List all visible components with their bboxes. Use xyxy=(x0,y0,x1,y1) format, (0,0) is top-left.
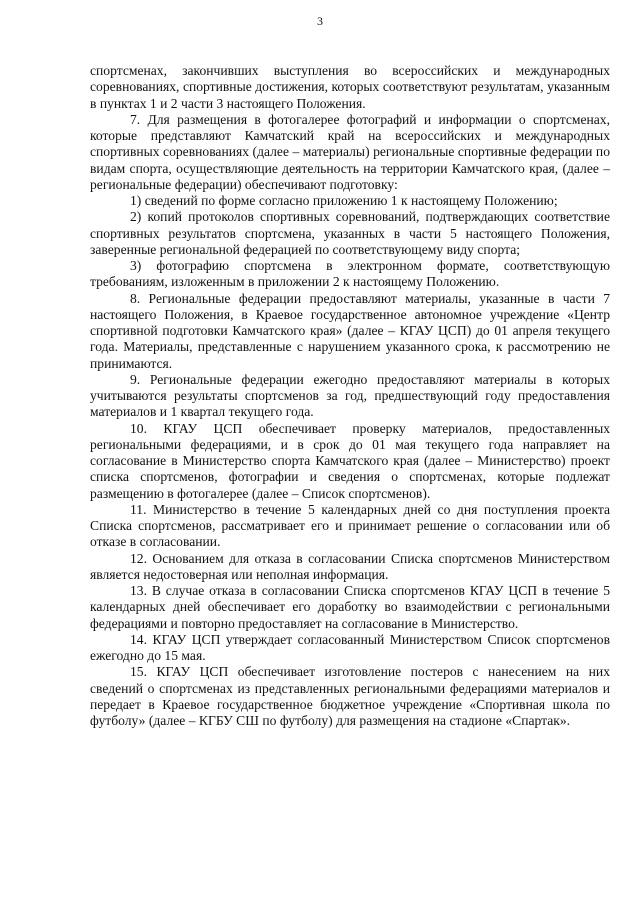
paragraph-item-8: 8. Региональные федерации предоставляют материалы, указанные в части 7 настоящего Положения, в Краевое государственное автономное учреждение «Центр спортивной подготовки Камчатского края» (далее – КГАУ ЦСП) до 01 апреля текущего года. Материалы, представленные с нарушением указанного срока, к рассмотрению не принимаются. xyxy=(90,290,610,371)
paragraph-item-14: 14. КГАУ ЦСП утверждает согласованный Министерством Список спортсменов ежегодно до 15 мая. xyxy=(90,631,610,663)
paragraph-subitem-2: 2) копий протоколов спортивных соревнований, подтверждающих соответствие спортивных результатов спортсмена, указанных в части 5 настоящего Положения, заверенные региональной федерацией по соответствующему виду спорта; xyxy=(90,209,610,257)
paragraph-subitem-1: 1) сведений по форме согласно приложению 1 к настоящему Положению; xyxy=(130,193,558,208)
page-number: 3 xyxy=(317,14,323,28)
paragraph-item-9: 9. Региональные федерации ежегодно предоставляют материалы в которых учитываются результаты спортсменов за год, предшествующий году предоставления материалов и 1 квартал текущего года. xyxy=(90,371,610,420)
paragraph-item-13: 13. В случае отказа в согласовании Списка спортсменов КГАУ ЦСП в течение 5 календарных дней обеспечивает его доработку во взаимодействии с региональными федерациями и повторно предоставляет на согласование в Министерство. xyxy=(90,583,610,631)
document-body xyxy=(90,63,610,729)
paragraph-continuation: спортсменах, закончивших выступления во всероссийских и международных соревнованиях, спортивные достижения, которых соответствуют результатам, указанным в пунктах 1 и 2 части 3 настоящего Положения. xyxy=(90,63,610,111)
paragraph-item-15: 15. КГАУ ЦСП обеспечивает изготовление постеров с нанесением на них сведений о спортсменах из представленных региональными федерациями материалов и передает в Краевое государственное бюджетное учреждение «Спортивная школа по футболу» (далее – КГБУ СШ по футболу) для размещения на стадионе «Спартак». xyxy=(90,664,610,728)
paragraph-item-12: 12. Основанием для отказа в согласовании Списка спортсменов Министерством является недостоверная или неполная информация. xyxy=(90,550,610,582)
paragraph-subitem-3: 3) фотографию спортсмена в электронном формате, соответствующую требованиям, изложенным в приложении 2 к настоящему Положению. xyxy=(90,258,610,290)
paragraph-item-10: 10. КГАУ ЦСП обеспечивает проверку материалов, предоставленных региональными федерациями, и в срок до 01 мая текущего года направляет на согласование в Министерство спорта Камчатского края (далее – Министерство) проект списка спортсменов, фотографии и сведения о спортсменах, которые подлежат размещению в фотогалерее (далее – Список спортсменов). xyxy=(90,420,610,501)
paragraph-item-11: 11. Министерство в течение 5 календарных дней со дня поступления проекта Списка спортсменов, рассматривает его и принимает решение о согласовании или об отказе в согласовании. xyxy=(90,501,610,550)
paragraph-item-7: 7. Для размещения в фотогалерее фотографий и информации о спортсменах, которые представляют Камчатский край на всероссийских и международных спортивных соревнованиях (далее – материалы) региональные спортивные федерации по видам спорта, осуществляющие деятельность на территории Камчатского края, (далее – региональные федерации) обеспечивают подготовку: xyxy=(90,111,610,192)
